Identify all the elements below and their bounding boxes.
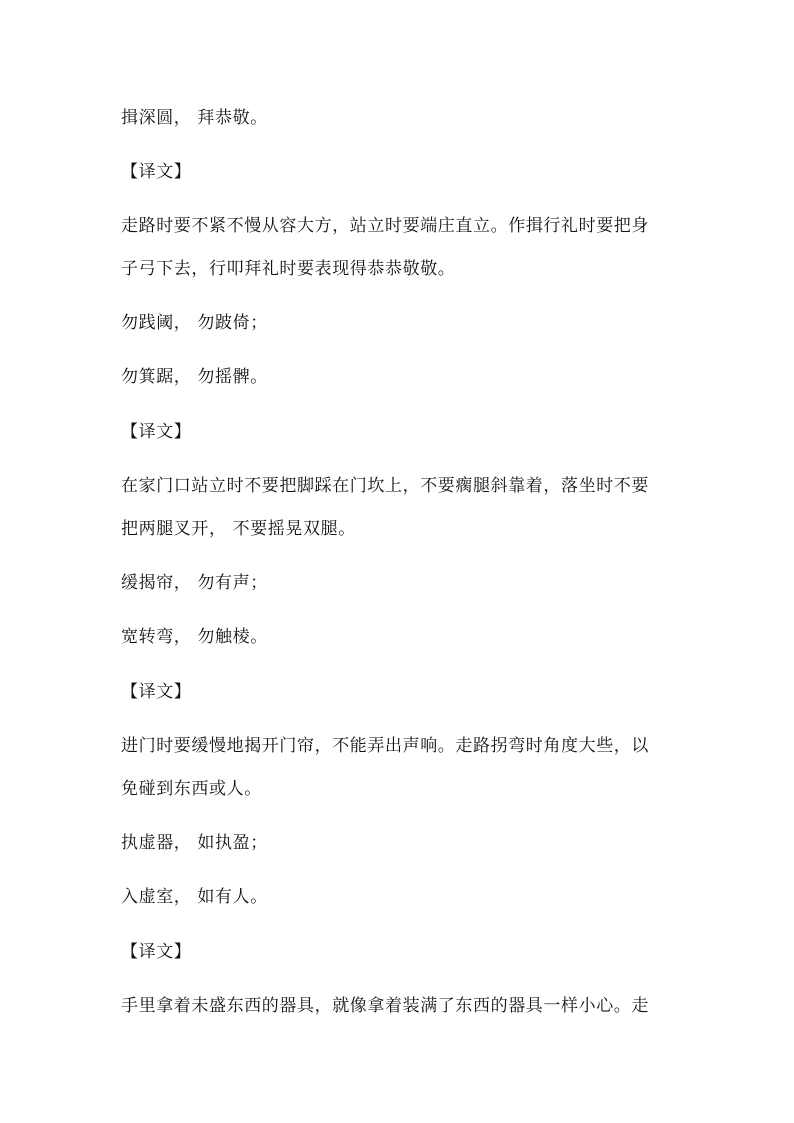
translation-line: 在家门口站立时不要把脚踩在门坎上，不要瘸腿斜靠着，落坐时不要	[121, 476, 649, 496]
verse-line: 勿箕踞， 勿摇髀。	[121, 367, 268, 387]
translation-line: 进门时要缓慢地揭开门帘，不能弄出声响。走路拐弯时角度大些，以	[121, 736, 649, 756]
translation-heading: 【译文】	[121, 422, 192, 442]
verse-line: 入虚室， 如有人。	[121, 887, 268, 907]
translation-line: 走路时要不紧不慢从容大方，站立时要端庄直立。作揖行礼时要把身	[121, 216, 649, 236]
verse-line: 揖深圆， 拜恭敬。	[121, 108, 268, 128]
translation-line: 把两腿叉开， 不要摇晃双腿。	[121, 519, 356, 539]
verse-line: 执虚器， 如执盈；	[121, 833, 268, 853]
verse-line: 缓揭帘， 勿有声；	[121, 573, 268, 593]
translation-heading: 【译文】	[121, 942, 192, 962]
translation-heading: 【译文】	[121, 682, 192, 702]
translation-line: 手里拿着未盛东西的器具，就像拿着装满了东西的器具一样小心。走	[121, 996, 649, 1016]
verse-line: 宽转弯， 勿触棱。	[121, 627, 268, 647]
translation-heading: 【译文】	[121, 162, 192, 182]
verse-line: 勿践阈， 勿跛倚；	[121, 313, 268, 333]
translation-line: 子弓下去，行叩拜礼时要表现得恭恭敬敬。	[121, 259, 456, 279]
translation-line: 免碰到东西或人。	[121, 779, 262, 799]
